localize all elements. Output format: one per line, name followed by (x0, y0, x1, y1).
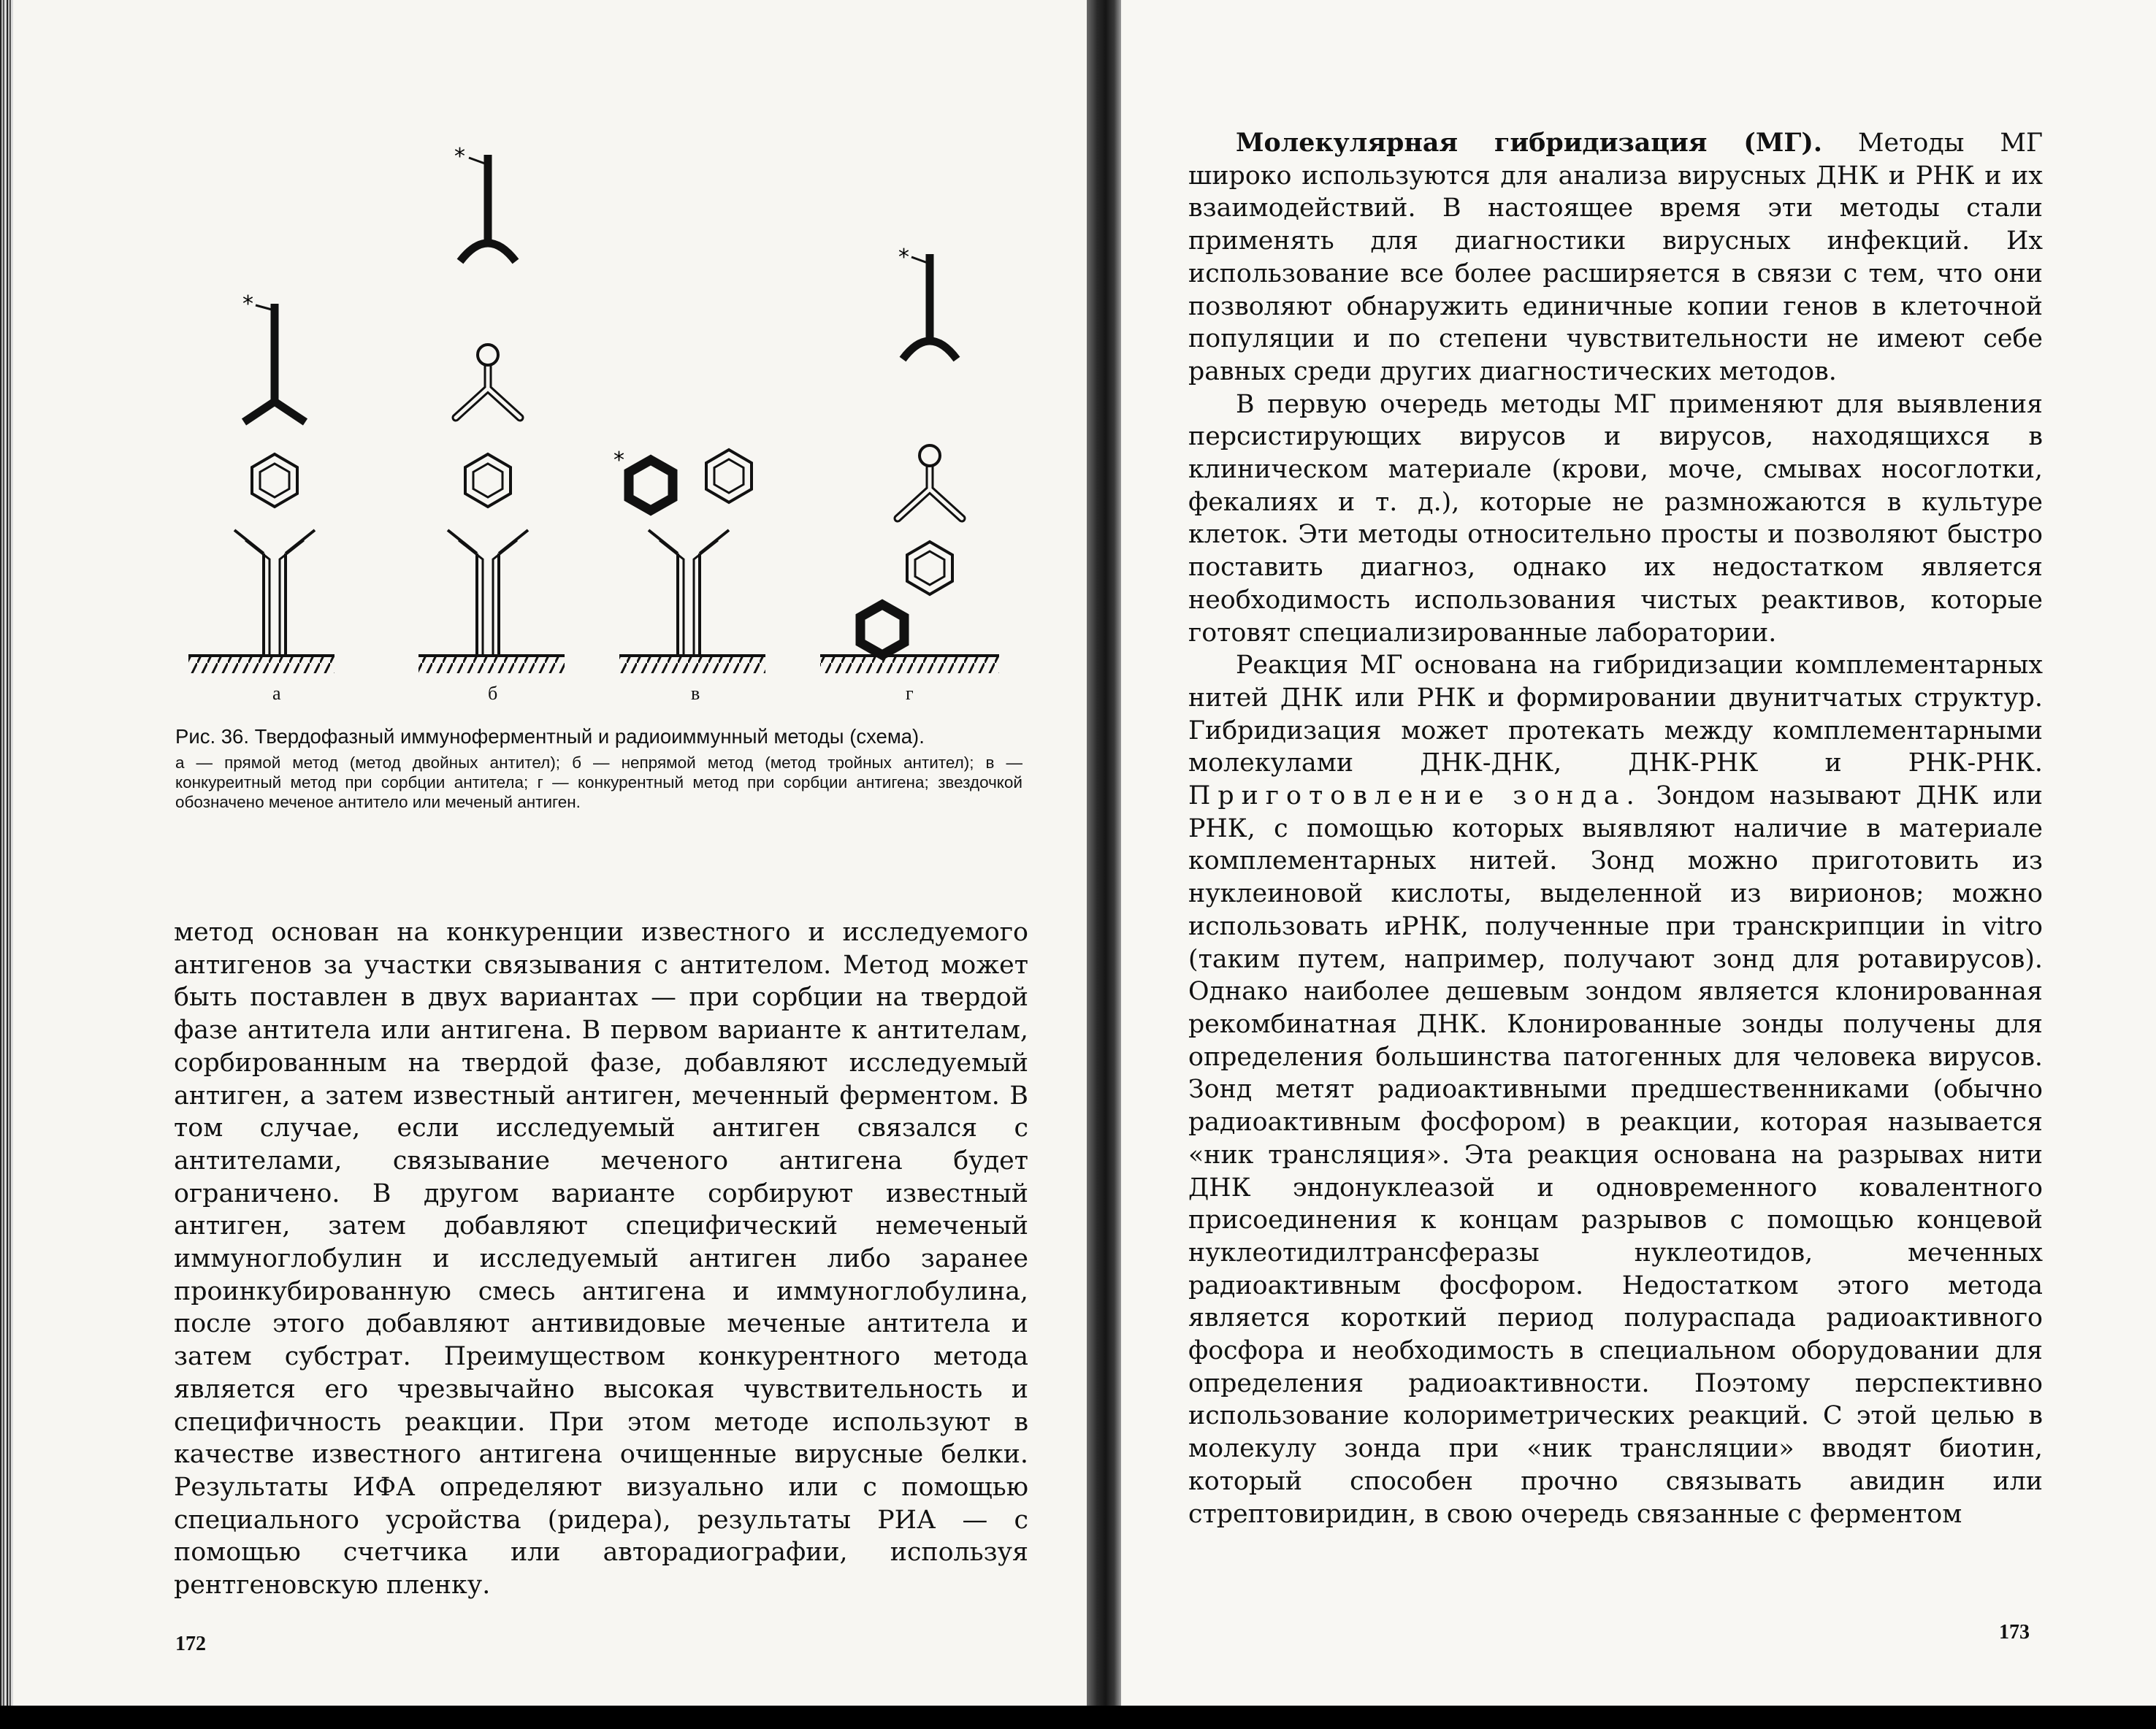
paragraph-2: В первую очередь методы МГ применяют для выявления персистирующих вирусов и вирусов, находящихся в клиническом материале (крови, моче, смывах носоглотки, фекалиях и т. д.), которые не размножаются в культуре клеток. Эти методы относительно просты и позволяют быстро поставить диагноз, однако их недостатком является необходимость использования чистых реактивов, которые готовят специализированные лаборатории. (1188, 389, 2043, 648)
left-page-text (174, 916, 1028, 1602)
caption-body: а — прямой метод (метод двойных антител); б — непрямой метод (метод тройных антител); в — конкуреитный метод при сорбции антитела; г — конкурентный метод при сорбции антигена; звездочкой обозначено меченое антитело или меченый антиген. (175, 754, 1022, 811)
solid-phase-a (188, 656, 335, 673)
book-left-edge (0, 0, 13, 1706)
panel-a (234, 291, 315, 656)
panel-b (448, 144, 528, 656)
left-page (13, 0, 1087, 1706)
paragraph-3-text: Зондом называют ДНК или РНК, с помощью которых выявляют наличие в материале комплементарных нитей. Зонд можно приготовить из нуклеиновой кислоты, выделенной из вирионов; можно использовать иРНК, полученные при транскрипции in vitro (таким путем, например, получают зонд для ротавирусов). Однако наиболее дешевым зондом является клонированная рекомбинатная ДНК. Клонированные зонды получены для определения большинства патогенных для человека вирусов. Зонд метят радиоактивными предшественниками (обычно радиоактивным фосфором) в реакции, которая называется «ник трансляция». Эта реакция основана на разрывах нити ДНК эндонуклеазой и одновременного ковалентного присоединения к концам разрывов с помощью концевой нуклеотидилтрансферазы нуклеотидов, меченных радиоактивным фосфором. Недостатком этого метода является короткий период полураспада радиоактивного фосфора и необходимость в специальном оборудовании для определения радиоактивности. Поэтому перспективно использование колориметрических реакций. С этой целью в молекулу зонда при «ник трансляции» вводят биотин, который способен прочно связывать авидин или стрептовиридин, в свою очередь связанные с ферментом (1188, 781, 2043, 1529)
panel-d (860, 245, 962, 655)
left-paragraph: метод основан на конкуренции известного и исследуемого антигенов за участки связывания с антителом. Метод может быть поставлен в двух вариантах — при сорбции на твердой фазе антитела или антигена. В первом варианте к антителам, сорбированным на твердой фазе, добавляют исследуемый антиген, а затем известный антиген, меченный ферментом. В том случае, если исследуемый антиген связался с антителами, связывание меченого антигена будет ограничено. В другом варианте сорбируют известный антиген, затем добавляют специфический немеченый иммуноглобулин и исследуемый антиген либо заранее проинкубированную смесь антигена и иммуноглобулина, после этого добавляют антивидовые меченые антитела и затем субстрат. Преимуществом конкурентного метода является его чрезвычайно высокая чувствительность и специфичность реакции. При этом методе используют в качестве известного антигена очищенные вирусные белки. Результаты ИФА определяют визуально или с помощью специального усройства (ридера), результаты РИА — с помощью счетчика или авторадиографии, используя рентгеновскую пленку. (174, 918, 1028, 1600)
paragraph-1-text: Методы МГ широко используются для анализа вирусных ДНК и РНК и их взаимодействий. В настоящее время эти методы стали применять для диагностики вирусных инфекций. Их использование все более расширяется в связи с тем, что они позволяют обнаружить единичные копии генов в клеточной популяции и по степени чувствительности не имеют себе равных среди других диагностических методов. (1188, 129, 2043, 386)
svg-text:*: * (242, 291, 253, 317)
panel-label-a: а (272, 683, 281, 704)
svg-text:*: * (454, 144, 465, 169)
svg-text:*: * (613, 448, 624, 473)
panel-label-c: в (691, 683, 700, 704)
solid-phase-b (418, 656, 565, 673)
bottom-shadow (0, 1706, 2156, 1729)
right-page (1121, 0, 2156, 1706)
solid-phase-c (619, 656, 765, 673)
page-number-left: 172 (175, 1633, 206, 1655)
sorbed-antigen-d (860, 605, 904, 655)
panel-c (613, 448, 752, 656)
caption-title: Рис. 36. Твердофазный иммуноферментный и радиоиммунный методы (схема). (175, 725, 925, 748)
solid-phase-d (820, 656, 999, 673)
right-page-text (1188, 127, 2043, 1530)
paragraph-3 (1188, 649, 2043, 1530)
paragraph-3-start: Реакция МГ основана на гибридизации комплементарных нитей ДНК или РНК и формировании двунитчатых структур. Гибридизация может протекать между комплементарными молекулами ДНК-ДНК, ДНК-РНК и РНК-РНК. (1188, 651, 2043, 778)
svg-text:*: * (898, 245, 909, 270)
section-heading: Молекулярная гибридизация (МГ). (1236, 128, 1823, 158)
immunoassay-diagram (167, 131, 1050, 716)
panel-label-d: г (906, 683, 914, 704)
book-gutter (1087, 0, 1121, 1706)
subheading-spaced: Приготовление зонда. (1188, 781, 1642, 811)
figure-36 (167, 131, 1050, 716)
paragraph-1 (1188, 127, 2043, 388)
panel-label-b: б (488, 683, 498, 704)
page-number-right: 173 (1999, 1621, 2030, 1644)
labeled-antigen-c (629, 460, 673, 510)
figure-caption (175, 723, 1022, 812)
